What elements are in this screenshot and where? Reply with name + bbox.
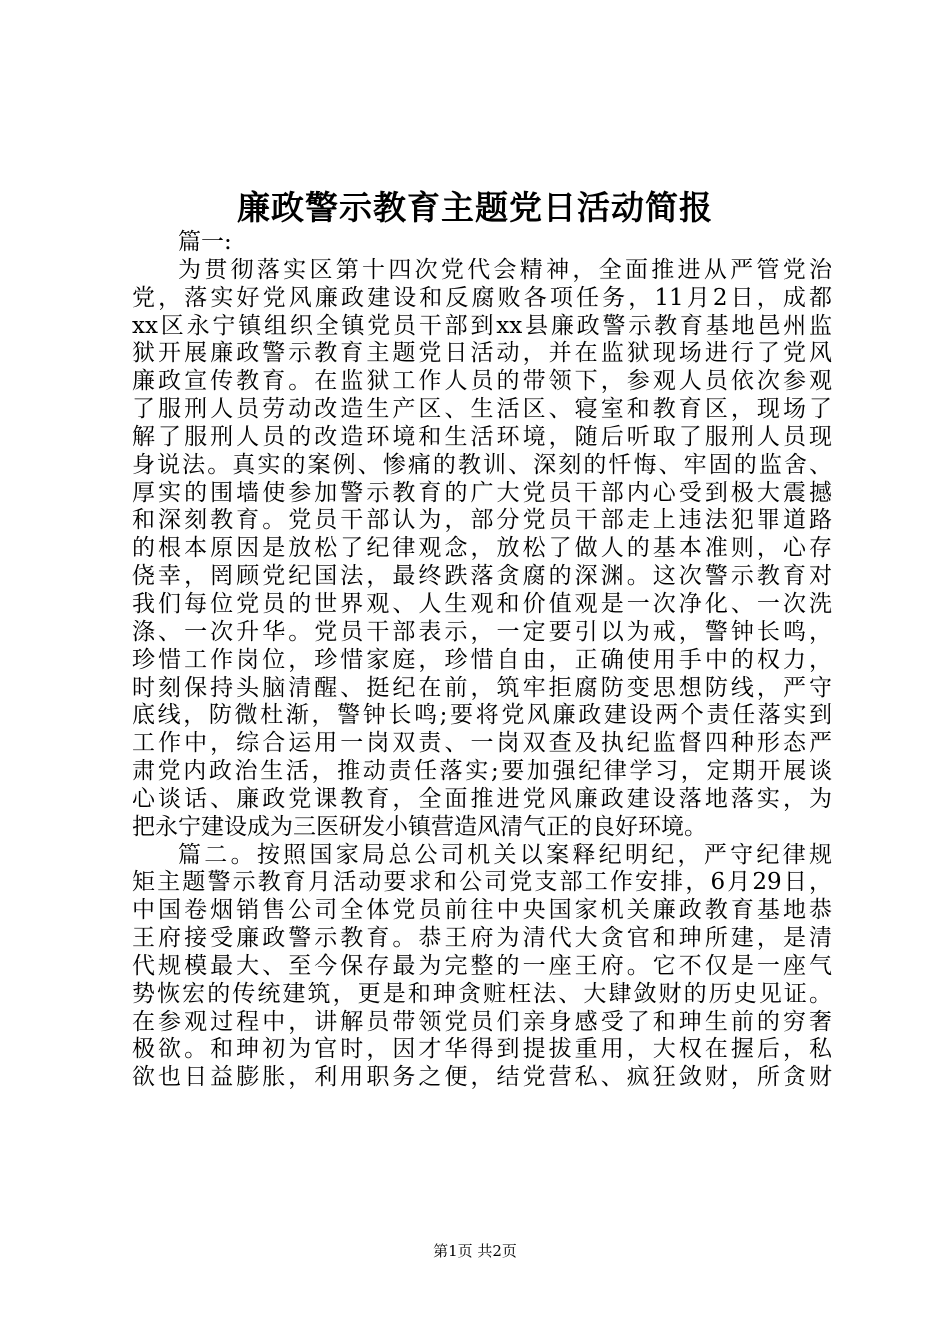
- text-line: xx区永宁镇组织全镇党员干部到xx县廉政警示教育基地邑州监: [132, 312, 832, 339]
- text-line: 势恢宏的传统建筑，更是和珅贪赃枉法、大肆敛财的历史见证。: [132, 980, 832, 1007]
- document-title: 廉政警示教育主题党日活动简报: [237, 188, 713, 227]
- text-line: 在参观过程中，讲解员带领党员们亲身感受了和珅生前的穷奢: [132, 1008, 832, 1035]
- text-line: 党，落实好党风廉政建设和反腐败各项任务，11月2日，成都: [132, 284, 832, 311]
- text-line: 涤、一次升华。党员干部表示，一定要引以为戒，警钟长鸣，: [132, 618, 832, 645]
- text-line: 肃党内政治生活，推动责任落实;要加强纪律学习，定期开展谈: [132, 758, 832, 785]
- text-line: 中国卷烟销售公司全体党员前往中央国家机关廉政教育基地恭: [132, 897, 832, 924]
- text-line: 珍惜工作岗位，珍惜家庭，珍惜自由，正确使用手中的权力，: [132, 646, 832, 673]
- text-line: 把永宁建设成为三医研发小镇营造风清气正的良好环境。: [132, 813, 707, 840]
- text-line: 欲也日益膨胀，利用职务之便，结党营私、疯狂敛财，所贪财: [132, 1064, 832, 1091]
- text-line: 狱开展廉政警示教育主题党日活动，并在监狱现场进行了党风: [132, 340, 832, 367]
- text-line: 身说法。真实的案例、惨痛的教训、深刻的忏悔、牢固的监舍、: [132, 451, 832, 478]
- text-line: 了服刑人员劳动改造生产区、生活区、寝室和教育区，现场了: [132, 396, 832, 423]
- text-line: 篇二。按照国家局总公司机关以案释纪明纪，严守纪律规: [178, 841, 832, 868]
- page-number-footer: 第1页 共2页: [433, 1242, 517, 1260]
- text-line: 我们每位党员的世界观、人生观和价值观是一次净化、一次洗: [132, 590, 832, 617]
- text-line: 极欲。和珅初为官时，因才华得到提拔重用，大权在握后，私: [132, 1036, 832, 1063]
- text-line: 解了服刑人员的改造环境和生活环境，随后听取了服刑人员现: [132, 423, 832, 450]
- text-line: 为贯彻落实区第十四次党代会精神，全面推进从严管党治: [178, 256, 832, 283]
- text-line: 底线，防微杜渐，警钟长鸣;要将党风廉政建设两个责任落实到: [132, 702, 832, 729]
- document-body: [132, 229, 832, 1092]
- text-line: 和深刻教育。党员干部认为，部分党员干部走上违法犯罪道路: [132, 507, 832, 534]
- text-line: 的根本原因是放松了纪律观念，放松了做人的基本准则，心存: [132, 535, 832, 562]
- text-line: 心谈话、廉政党课教育，全面推进党风廉政建设落地落实，为: [132, 785, 832, 812]
- section-heading: 篇一:: [178, 229, 232, 255]
- text-line: 厚实的围墙使参加警示教育的广大党员干部内心受到极大震撼: [132, 479, 832, 506]
- text-line: 时刻保持头脑清醒、挺纪在前，筑牢拒腐防变思想防线，严守: [132, 674, 832, 701]
- text-line: 廉政宣传教育。在监狱工作人员的带领下，参观人员依次参观: [132, 368, 832, 395]
- text-line: 侥幸，罔顾党纪国法，最终跌落贪腐的深渊。这次警示教育对: [132, 563, 832, 590]
- text-line: 王府接受廉政警示教育。恭王府为清代大贪官和珅所建，是清: [132, 925, 832, 952]
- text-line: 代规模最大、至今保存最为完整的一座王府。它不仅是一座气: [132, 952, 832, 979]
- text-line: 工作中，综合运用一岗双责、一岗双查及执纪监督四种形态严: [132, 730, 832, 757]
- text-line: 矩主题警示教育月活动要求和公司党支部工作安排，6月29日，: [132, 869, 832, 896]
